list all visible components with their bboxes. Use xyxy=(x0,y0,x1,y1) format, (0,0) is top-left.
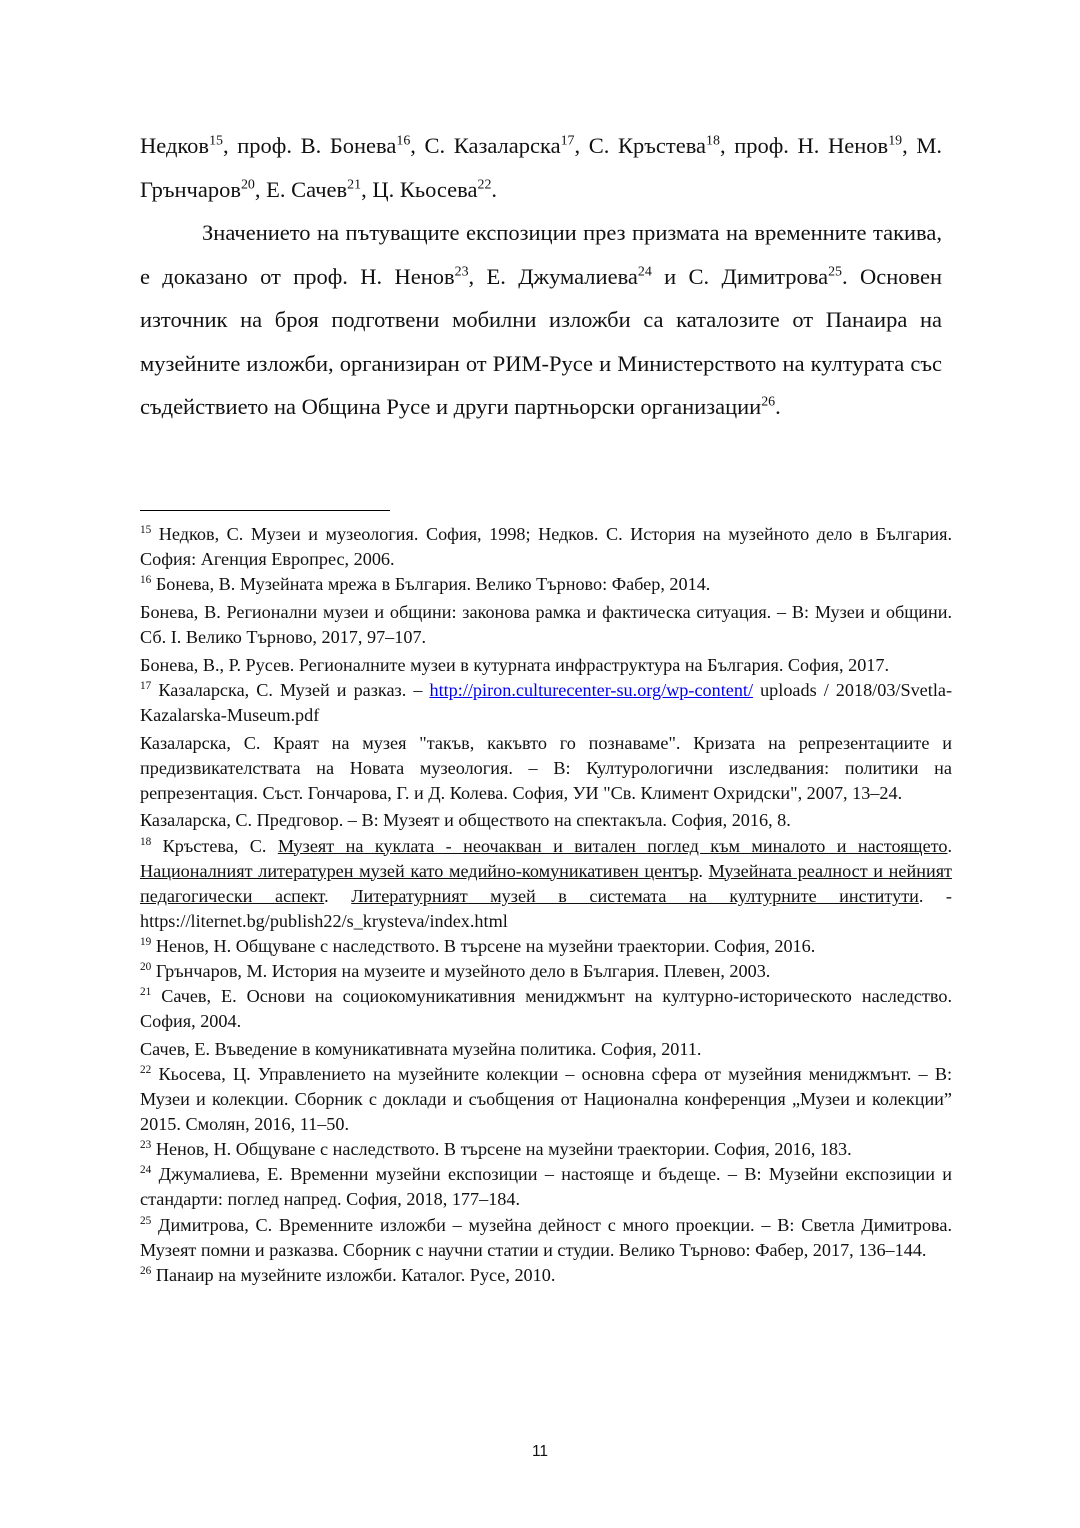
footnote-ref-19[interactable]: 19 xyxy=(888,133,903,149)
body-paragraph-1: Недков$^{15}$, проф. В. Бонева$^{16}$, С. Казаларска$^{17}$, С. Кръстева$^{18}$, проф. Н. Ненов$^{19}$, М. Грънчаров$^{20}$, Е. Сачев$^{21}$, Ц. Кьосева$^{22}$. xyxy=(140,133,942,202)
footnote-23: $^{23}$ Ненов, Н. Общуване с наследството. В търсене на музейни траектории. София, 2016, 183. xyxy=(140,1139,852,1160)
footnote-21-cont: Сачев, Е. Въведение в комуникативната музейна политика. София, 2011. xyxy=(140,1038,702,1059)
footnote-16-cont-1: Бонева, В. Регионални музеи и общини: законова рамка и фактическа ситуация. – В: Музеи и общини. Сб. I. Велико Търново, 2017, 97–107. xyxy=(140,601,952,647)
footnote-22: $^{22}$ Кьосева, Ц. Управлението на музейните колекции – основна сфера от музейния мениджмънт. – В: Музеи и колекции. Сборник с доклади и съобщения от Национална конференция „Музеи и колекции” 2015. Смолян, 2016, 11–50. xyxy=(140,1063,953,1135)
footnote-25: $^{25}$ Димитрова, С. Временните изложби – музейна дейност с много проекции. – В: Светла Димитрова. Музеят помни и разказва. Сборник с научни статии и студии. Велико Търново: Фабер, 2017, 136–144. xyxy=(140,1214,953,1260)
footnote-19: $^{19}$ Ненов, Н. Общуване с наследството. В търсене на музейни траектории. София, 2016. xyxy=(140,935,816,956)
page-number: 11 xyxy=(531,1443,549,1460)
footnote-ref-23[interactable]: 23 xyxy=(454,264,469,279)
footnote-18-link-2[interactable]: Националният литературен музей като медийно-комуникативен център xyxy=(140,860,699,881)
footnote-18-link-4[interactable]: Литературният музей в системата на културните институти xyxy=(351,885,919,906)
footnote-ref-18[interactable]: 18 xyxy=(706,133,720,149)
footnote-ref-17[interactable]: 17 xyxy=(560,133,575,149)
footnote-17: $^{17}$ Казаларска, С. Музей и разказ. – http://piron.culturecenter-su.org/wp-content/ uploads / 2018/03/Svetla-Kazalarska-Museum.pdf xyxy=(140,679,952,725)
footnote-21: $^{21}$ Сачев, Е. Основи на социокомуникативния мениджмънт на културно-историческото наследство. София, 2004. xyxy=(140,986,953,1032)
footnote-24: $^{24}$ Джумалиева, Е. Временни музейни експозиции – настояще и бъдеще. – В: Музейни експозиции и стандарти: поглед напред. София, 2018, 177–184. xyxy=(140,1164,953,1210)
footnote-18-link-3[interactable]: Музейната реалност и нейният педагогически аспект xyxy=(140,860,953,906)
footnote-ref-22[interactable]: 22 xyxy=(477,177,492,192)
footnote-18: $^{18}$ Кръстева, С. Музеят на куклата - неочакван и витален поглед към миналото и настоящето. Националният литературен музей като медийно-комуникативен център. Музейната реалност и нейният педагогически аспект. Литературният музей в системата на културните институти. - https://liternet.bg/publish22/s_krysteva/index.html xyxy=(140,835,953,931)
footnote-18-link-1[interactable]: Музеят на куклата - неочакван и витален поглед към миналото и настоящето xyxy=(277,835,948,856)
footnote-17-link[interactable]: http://piron.culturecenter-su.org/wp-content/ xyxy=(429,679,754,700)
footnote-ref-26[interactable]: 26 xyxy=(761,394,776,410)
footnote-ref-24[interactable]: 24 xyxy=(637,264,652,279)
footnote-ref-20[interactable]: 20 xyxy=(240,177,255,192)
footnotes xyxy=(140,522,952,1288)
footnote-17-cont-1: Казаларска, С. Краят на музея "такъв, какъвто го познаваме". Кризата на репрезентациите и предизвикателствата на Новата музеология. – В: Културологични изследвания: политики на репрезентация. Съст. Гончарова, Г. и Д. Колева. София, УИ "Св. Климент Охридски", 2007, 13–24. xyxy=(140,732,952,803)
footnote-15: $^{15}$ Недков, С. Музеи и музеология. София, 1998; Недков. С. История на музейното дело в България. София: Агенция Европрес, 2006. xyxy=(140,523,953,570)
footnote-26: $^{26}$ Панаир на музейните изложби. Каталог. Русе, 2010. xyxy=(140,1264,556,1285)
footnote-20: $^{20}$ Грънчаров, М. История на музеите и музейното дело в България. Плевен, 2003. xyxy=(140,960,771,981)
footnote-16-cont-2: Бонева, В., Р. Русев. Регионалните музеи в кутурната инфраструктура на България. София, 2017. xyxy=(140,654,890,675)
footnote-17-cont-2: Казаларска, С. Предговор. – В: Музеят и обществото на спектакъла. София, 2016, 8. xyxy=(140,810,791,831)
footnote-ref-15[interactable]: 15 xyxy=(209,133,223,149)
footnote-16: $^{16}$ Бонева, В. Музейната мрежа в България. Велико Търново: Фабер, 2014. xyxy=(140,574,711,595)
footnote-ref-16[interactable]: 16 xyxy=(396,133,411,149)
footnote-separator xyxy=(140,510,390,511)
main-text xyxy=(140,124,942,429)
body-paragraph-2: Значението на пътуващите експозиции през призмата на временните такива, е доказано от проф. Н. Ненов$^{23}$, Е. Джумалиева$^{24}$ и С. Димитрова$^{25}$. Основен източник на броя подготвени мобилни изложби са каталозите от Панаира на музейните изложби, организиран от РИМ-Русе и Министерството на културата със съдействието на Община Русе и други партньорски организации$^{26}$. xyxy=(140,220,943,419)
footnote-ref-25[interactable]: 25 xyxy=(828,264,843,279)
footnote-ref-21[interactable]: 21 xyxy=(347,177,362,192)
